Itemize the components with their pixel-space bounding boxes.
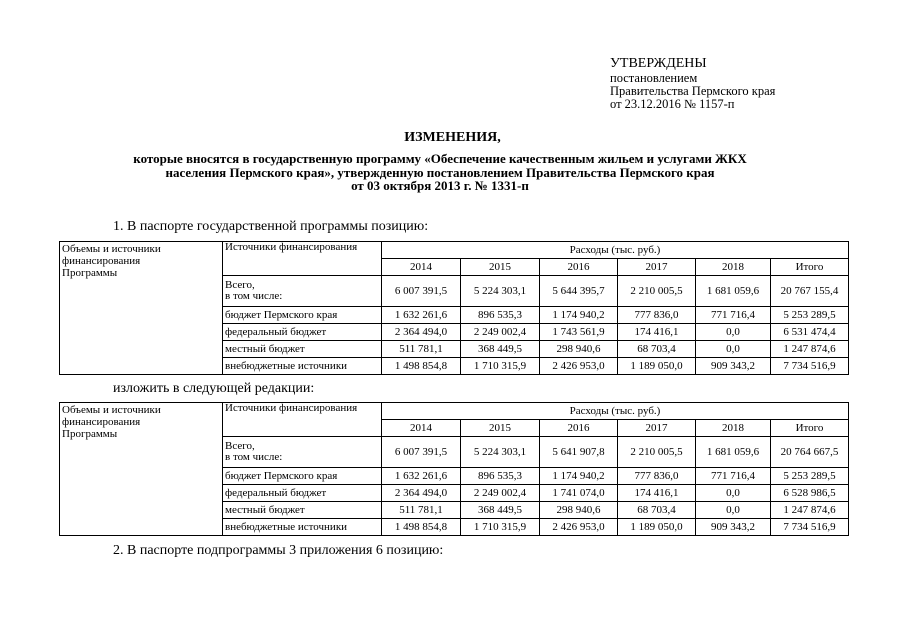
value-cell: 0,0 (696, 324, 771, 341)
value-cell: 298 940,6 (540, 341, 618, 358)
value-cell: 0,0 (696, 502, 771, 519)
value-cell: 6 531 474,4 (771, 324, 849, 341)
year-header: 2014 (382, 420, 461, 437)
total-label-line: в том числе: (225, 451, 283, 463)
subtitle-line: населения Пермского края», утвержденную постановлением Правительства Пермского края (165, 164, 715, 180)
source-label: внебюджетные источники (223, 358, 382, 375)
value-cell: 2 210 005,5 (618, 437, 696, 468)
source-label: федеральный бюджет (223, 324, 382, 341)
value-cell: 2 426 953,0 (540, 358, 618, 375)
value-cell: 1 498 854,8 (382, 519, 461, 536)
source-label: местный бюджет (223, 502, 382, 519)
value-cell: 6 007 391,5 (382, 276, 461, 307)
year-header: 2015 (461, 259, 540, 276)
document-subtitle (95, 152, 785, 193)
value-cell: 1 174 940,2 (540, 468, 618, 485)
value-cell: 1 247 874,6 (771, 341, 849, 358)
subtitle-line: которые вносятся в государственную программу «Обеспечение качественным жильем и услугами ЖКХ (133, 151, 747, 166)
total-label-line: в том числе: (225, 290, 283, 302)
value-cell: 368 449,5 (461, 341, 540, 358)
approval-line: постановлением (610, 71, 698, 85)
sources-header: Источники финансирования (223, 242, 382, 276)
value-cell: 1 681 059,6 (696, 276, 771, 307)
document-title: ИЗМЕНЕНИЯ, (404, 130, 501, 145)
value-cell: 0,0 (696, 341, 771, 358)
approval-line: Правительства Пермского края (610, 84, 776, 98)
source-label: внебюджетные источники (223, 519, 382, 536)
label-line: Объемы и источники (62, 243, 161, 255)
value-cell: 5 644 395,7 (540, 276, 618, 307)
year-header: 2017 (618, 420, 696, 437)
value-cell: 20 764 667,5 (771, 437, 849, 468)
value-cell: 298 940,6 (540, 502, 618, 519)
value-cell: 5 253 289,5 (771, 307, 849, 324)
value-cell: 5 224 303,1 (461, 437, 540, 468)
year-header: 2015 (461, 420, 540, 437)
value-cell: 777 836,0 (618, 307, 696, 324)
label-line: Программы (62, 267, 118, 279)
value-cell: 6 007 391,5 (382, 437, 461, 468)
total-label-line: Всего, (225, 279, 255, 291)
paragraph-3: 2. В паспорте подпрограммы 3 приложения 6 позицию: (113, 543, 444, 558)
approval-date: от 23.12.2016 № 1157-п (610, 97, 735, 111)
label-line: Программы (62, 428, 118, 440)
program-label-cell (60, 242, 223, 375)
value-cell: 1 189 050,0 (618, 358, 696, 375)
value-cell: 68 703,4 (618, 502, 696, 519)
value-cell: 2 364 494,0 (382, 485, 461, 502)
value-cell: 174 416,1 (618, 324, 696, 341)
source-label: местный бюджет (223, 341, 382, 358)
expenses-header: Расходы (тыс. руб.) (382, 403, 849, 420)
year-header: 2016 (540, 259, 618, 276)
expenses-header: Расходы (тыс. руб.) (382, 242, 849, 259)
subtitle-line: от 03 октября 2013 г. № 1331-п (351, 178, 529, 193)
value-cell: 909 343,2 (696, 519, 771, 536)
value-cell: 5 641 907,8 (540, 437, 618, 468)
year-header: 2017 (618, 259, 696, 276)
source-label: бюджет Пермского края (223, 307, 382, 324)
value-cell: 2 210 005,5 (618, 276, 696, 307)
value-cell: 771 716,4 (696, 307, 771, 324)
approval-title: УТВЕРЖДЕНЫ (610, 56, 707, 71)
value-cell: 1 710 315,9 (461, 358, 540, 375)
total-label (223, 437, 382, 468)
value-cell: 1 189 050,0 (618, 519, 696, 536)
value-cell: 174 416,1 (618, 485, 696, 502)
approval-stamp (610, 56, 775, 111)
financing-table-new (59, 402, 849, 536)
value-cell: 771 716,4 (696, 468, 771, 485)
value-cell: 20 767 155,4 (771, 276, 849, 307)
label-line: Объемы и источники (62, 404, 161, 416)
program-label-cell (60, 403, 223, 536)
paragraph-1: 1. В паспорте государственной программы позицию: (113, 219, 429, 234)
value-cell: 6 528 986,5 (771, 485, 849, 502)
value-cell: 0,0 (696, 485, 771, 502)
value-cell: 5 253 289,5 (771, 468, 849, 485)
value-cell: 1 247 874,6 (771, 502, 849, 519)
value-cell: 2 364 494,0 (382, 324, 461, 341)
value-cell: 1 498 854,8 (382, 358, 461, 375)
paragraph-2: изложить в следующей редакции: (113, 381, 315, 396)
value-cell: 909 343,2 (696, 358, 771, 375)
year-header: 2018 (696, 420, 771, 437)
value-cell: 7 734 516,9 (771, 519, 849, 536)
value-cell: 1 632 261,6 (382, 468, 461, 485)
value-cell: 2 249 002,4 (461, 485, 540, 502)
value-cell: 1 174 940,2 (540, 307, 618, 324)
value-cell: 2 249 002,4 (461, 324, 540, 341)
year-header: 2018 (696, 259, 771, 276)
value-cell: 368 449,5 (461, 502, 540, 519)
value-cell: 68 703,4 (618, 341, 696, 358)
year-header: 2016 (540, 420, 618, 437)
year-header: 2014 (382, 259, 461, 276)
value-cell: 5 224 303,1 (461, 276, 540, 307)
total-label (223, 276, 382, 307)
total-header: Итого (771, 259, 849, 276)
value-cell: 511 781,1 (382, 502, 461, 519)
sources-header: Источники финансирования (223, 403, 382, 437)
value-cell: 511 781,1 (382, 341, 461, 358)
value-cell: 7 734 516,9 (771, 358, 849, 375)
value-cell: 1 710 315,9 (461, 519, 540, 536)
total-header: Итого (771, 420, 849, 437)
source-label: бюджет Пермского края (223, 468, 382, 485)
value-cell: 1 743 561,9 (540, 324, 618, 341)
label-line: финансирования (62, 416, 141, 428)
value-cell: 896 535,3 (461, 307, 540, 324)
total-label-line: Всего, (225, 440, 255, 452)
financing-table-old (59, 241, 849, 375)
source-label: федеральный бюджет (223, 485, 382, 502)
value-cell: 777 836,0 (618, 468, 696, 485)
value-cell: 1 741 074,0 (540, 485, 618, 502)
value-cell: 2 426 953,0 (540, 519, 618, 536)
value-cell: 1 632 261,6 (382, 307, 461, 324)
value-cell: 896 535,3 (461, 468, 540, 485)
value-cell: 1 681 059,6 (696, 437, 771, 468)
label-line: финансирования (62, 255, 141, 267)
